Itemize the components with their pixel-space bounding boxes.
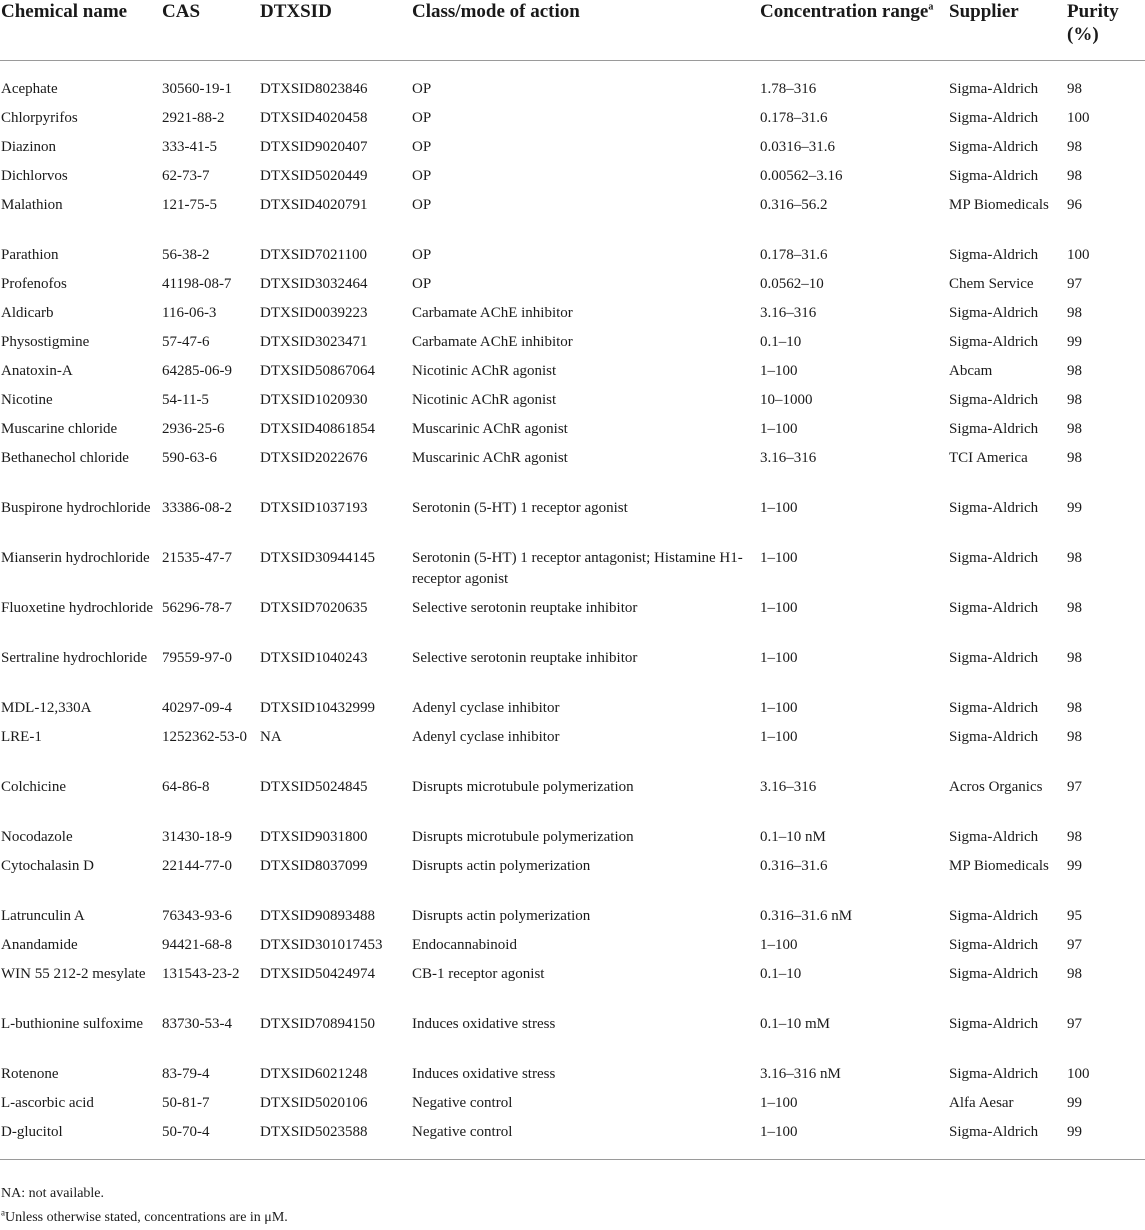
cell-purity: 97: [1067, 779, 1082, 795]
table-row: [0, 1093, 1145, 1122]
cell-supplier: Sigma-Aldrich: [949, 1016, 1039, 1032]
cell-supplier: Sigma-Aldrich: [949, 305, 1039, 321]
cell-concentration: 1–100: [760, 1095, 798, 1111]
footnote-na: NA: not available.: [1, 1186, 105, 1201]
cell-chemical-name: Diazinon: [1, 139, 56, 155]
cell-dtxsid: DTXSID1040243: [260, 650, 368, 666]
cell-dtxsid: DTXSID30944145: [260, 550, 375, 566]
cell-cas: 56296-78-7: [162, 600, 232, 616]
cell-purity: 97: [1067, 276, 1082, 292]
cell-concentration: 1–100: [760, 600, 798, 616]
cell-purity: 100: [1067, 110, 1090, 126]
cell-concentration: 1–100: [758, 1122, 947, 1160]
cell-cas: 57-47-6: [162, 334, 210, 350]
cell-concentration: 3.16–316: [760, 779, 817, 795]
cell-cas: 116-06-3: [162, 305, 217, 321]
cell-chemical-name: L-buthionine sulfoxime: [1, 1016, 144, 1032]
cell-purity: 98: [1067, 363, 1082, 379]
table-row: [0, 1014, 1145, 1064]
cell-cas: 131543-23-2: [162, 966, 240, 982]
cell-supplier: Sigma-Aldrich: [949, 937, 1039, 953]
cell-supplier: Acros Organics: [949, 779, 1043, 795]
cell-dtxsid: DTXSID5024845: [260, 779, 368, 795]
cell-cas: 94421-68-8: [162, 937, 232, 953]
cell-class-moa: Serotonin (5-HT) 1 receptor antagonist; Histamine H1-receptor agonist: [412, 550, 743, 587]
cell-class-moa: OP: [412, 110, 432, 126]
table-row: [0, 498, 1145, 548]
cell-concentration: 0.1–10 nM: [760, 829, 826, 845]
cell-dtxsid: DTXSID6021248: [260, 1066, 368, 1082]
cell-class-moa: Endocannabinoid: [412, 937, 517, 953]
cell-supplier: Sigma-Aldrich: [949, 110, 1039, 126]
table-row: [0, 195, 1145, 245]
table-row: [0, 419, 1145, 448]
cell-purity: 99: [1065, 1122, 1145, 1160]
cell-supplier: Sigma-Aldrich: [949, 600, 1039, 616]
cell-concentration: 0.1–10: [760, 334, 802, 350]
cell-dtxsid: DTXSID70894150: [260, 1016, 375, 1032]
cell-cas: 83-79-4: [162, 1066, 210, 1082]
table-body: [0, 61, 1145, 1160]
table-row: [0, 245, 1145, 274]
cell-concentration: 0.316–56.2: [760, 197, 828, 213]
cell-chemical-name: Nocodazole: [1, 829, 73, 845]
table-row: [0, 1122, 1145, 1160]
cell-concentration: 1–100: [760, 937, 798, 953]
cell-purity: 100: [1067, 1066, 1090, 1082]
cell-concentration: 1–100: [760, 363, 798, 379]
cell-cas: 121-75-5: [162, 197, 217, 213]
cell-chemical-name: Chlorpyrifos: [1, 110, 78, 126]
cell-chemical-name: Physostigmine: [1, 334, 90, 350]
cell-supplier: Sigma-Aldrich: [949, 421, 1039, 437]
cell-class-moa: Adenyl cyclase inhibitor: [412, 700, 560, 716]
cell-class-moa: Disrupts microtubule polymerization: [412, 779, 634, 795]
cell-concentration: 1–100: [760, 700, 798, 716]
cell-chemical-name: L-ascorbic acid: [1, 1095, 94, 1111]
cell-cas: 79559-97-0: [162, 650, 232, 666]
cell-concentration: 10–1000: [760, 392, 813, 408]
cell-concentration: 1–100: [760, 421, 798, 437]
cell-chemical-name: Rotenone: [1, 1066, 59, 1082]
cell-class-moa: Disrupts microtubule polymerization: [412, 829, 634, 845]
cell-supplier: Sigma-Aldrich: [947, 1122, 1065, 1160]
header-chemical-name: Chemical name: [0, 0, 160, 61]
cell-purity: 97: [1067, 937, 1082, 953]
table-row: [0, 274, 1145, 303]
header-concentration-footnote-marker: a: [928, 1, 934, 13]
table-header: [0, 0, 1145, 61]
table-row: [0, 827, 1145, 856]
cell-cas: 590-63-6: [162, 450, 217, 466]
cell-cas: 1252362-53-0: [162, 729, 247, 745]
header-supplier: Supplier: [947, 0, 1065, 61]
cell-dtxsid: DTXSID7020635: [260, 600, 368, 616]
cell-concentration: 0.1–10 mM: [760, 1016, 831, 1032]
cell-supplier: Sigma-Aldrich: [949, 550, 1039, 566]
table-row: [0, 906, 1145, 935]
footnote-a-marker: a: [1, 1207, 5, 1218]
cell-cas: 64-86-8: [162, 779, 210, 795]
cell-dtxsid: DTXSID1020930: [260, 392, 368, 408]
cell-dtxsid: DTXSID2022676: [260, 450, 368, 466]
cell-chemical-name: Bethanechol chloride: [1, 450, 129, 466]
cell-dtxsid: DTXSID0039223: [260, 305, 368, 321]
cell-purity: 98: [1067, 450, 1082, 466]
table-row: [0, 448, 1145, 498]
cell-concentration: 3.16–316 nM: [760, 1066, 841, 1082]
cell-supplier: Alfa Aesar: [949, 1095, 1014, 1111]
cell-class-moa: Selective serotonin reuptake inhibitor: [412, 650, 638, 666]
cell-chemical-name: Parathion: [1, 247, 59, 263]
cell-concentration: 0.178–31.6: [760, 110, 828, 126]
cell-dtxsid: DTXSID9020407: [260, 139, 368, 155]
cell-purity: 95: [1067, 908, 1082, 924]
cell-purity: 98: [1067, 421, 1082, 437]
cell-supplier: Sigma-Aldrich: [949, 500, 1039, 516]
cell-class-moa: OP: [412, 81, 432, 97]
cell-supplier: Sigma-Aldrich: [949, 139, 1039, 155]
cell-dtxsid: DTXSID50424974: [260, 966, 375, 982]
cell-chemical-name: Muscarine chloride: [1, 421, 118, 437]
table-row: [0, 137, 1145, 166]
footnote-a: [1, 1206, 288, 1230]
cell-dtxsid: DTXSID4020458: [260, 110, 368, 126]
table-row: [0, 108, 1145, 137]
cell-concentration: 1–100: [760, 500, 798, 516]
cell-cas: 333-41-5: [162, 139, 217, 155]
table-row: [0, 856, 1145, 906]
cell-purity: 98: [1067, 829, 1082, 845]
table-row: [0, 166, 1145, 195]
cell-purity: 98: [1067, 168, 1082, 184]
cell-dtxsid: DTXSID301017453: [260, 937, 383, 953]
cell-cas: 33386-08-2: [162, 500, 232, 516]
cell-concentration: 0.178–31.6: [760, 247, 828, 263]
cell-cas: 2921-88-2: [162, 110, 225, 126]
cell-dtxsid: NA: [260, 729, 282, 745]
header-concentration-label: Concentration range: [760, 1, 929, 22]
cell-chemical-name: Cytochalasin D: [1, 858, 94, 874]
cell-purity: 97: [1067, 1016, 1082, 1032]
cell-cas: 21535-47-7: [162, 550, 232, 566]
cell-concentration: 0.316–31.6 nM: [760, 908, 853, 924]
cell-class-moa: Induces oxidative stress: [412, 1066, 556, 1082]
cell-concentration: 0.00562–3.16: [760, 168, 843, 184]
cell-class-moa: Disrupts actin polymerization: [412, 908, 591, 924]
cell-chemical-name: Anatoxin-A: [1, 363, 73, 379]
header-cas: CAS: [160, 0, 258, 61]
cell-purity: 98: [1067, 305, 1082, 321]
cell-class-moa: OP: [412, 139, 432, 155]
cell-concentration: 1–100: [760, 729, 798, 745]
cell-dtxsid: DTXSID10432999: [260, 700, 375, 716]
cell-purity: 98: [1067, 550, 1082, 566]
cell-supplier: Sigma-Aldrich: [949, 1066, 1039, 1082]
cell-cas: 56-38-2: [162, 247, 210, 263]
cell-purity: 98: [1067, 392, 1082, 408]
cell-cas: 41198-08-7: [162, 276, 232, 292]
cell-dtxsid: DTXSID9031800: [260, 829, 368, 845]
cell-class-moa: Serotonin (5-HT) 1 receptor agonist: [412, 500, 628, 516]
cell-supplier: Sigma-Aldrich: [949, 334, 1039, 350]
cell-chemical-name: Anandamide: [1, 937, 78, 953]
cell-dtxsid: DTXSID50867064: [260, 363, 375, 379]
cell-supplier: Sigma-Aldrich: [949, 650, 1039, 666]
cell-dtxsid: DTXSID1037193: [260, 500, 368, 516]
cell-chemical-name: Profenofos: [1, 276, 67, 292]
cell-chemical-name: Malathion: [1, 197, 63, 213]
table-row: [0, 727, 1145, 777]
cell-chemical-name: Fluoxetine hydrochloride: [1, 600, 154, 616]
cell-class-moa: Muscarinic AChR agonist: [412, 421, 568, 437]
cell-chemical-name: Sertraline hydrochloride: [1, 650, 148, 666]
cell-chemical-name: Acephate: [1, 81, 58, 97]
cell-chemical-name: Mianserin hydrochloride: [1, 550, 150, 566]
cell-purity: 96: [1067, 197, 1082, 213]
cell-purity: 98: [1067, 600, 1082, 616]
cell-class-moa: Negative control: [410, 1122, 758, 1160]
cell-cas: 83730-53-4: [162, 1016, 232, 1032]
cell-class-moa: Selective serotonin reuptake inhibitor: [412, 600, 638, 616]
cell-cas: 30560-19-1: [162, 81, 232, 97]
cell-dtxsid: DTXSID5020449: [260, 168, 368, 184]
cell-dtxsid: DTXSID40861854: [260, 421, 375, 437]
cell-cas: 2936-25-6: [162, 421, 225, 437]
table-row: [0, 777, 1145, 827]
cell-supplier: Sigma-Aldrich: [949, 908, 1039, 924]
cell-chemical-name: D-glucitol: [0, 1122, 160, 1160]
header-concentration-range: [758, 0, 947, 61]
cell-class-moa: Muscarinic AChR agonist: [412, 450, 568, 466]
cell-purity: 98: [1067, 139, 1082, 155]
cell-cas: 62-73-7: [162, 168, 210, 184]
cell-concentration: 0.1–10: [760, 966, 802, 982]
cell-class-moa: Induces oxidative stress: [412, 1016, 556, 1032]
table-row: [0, 61, 1145, 109]
cell-supplier: Sigma-Aldrich: [949, 247, 1039, 263]
table-row: [0, 698, 1145, 727]
footnote-a-text: Unless otherwise stated, concentrations are in μM.: [5, 1210, 288, 1225]
cell-dtxsid: DTXSID8037099: [260, 858, 368, 874]
cell-purity: 99: [1067, 1095, 1082, 1111]
cell-dtxsid: DTXSID5020106: [260, 1095, 368, 1111]
cell-chemical-name: Dichlorvos: [1, 168, 68, 184]
header-class-moa: Class/mode of action: [410, 0, 758, 61]
table-row: [0, 964, 1145, 1014]
cell-chemical-name: Nicotine: [1, 392, 53, 408]
table-row: [0, 1064, 1145, 1093]
cell-class-moa: Carbamate AChE inhibitor: [412, 334, 573, 350]
table-row: [0, 548, 1145, 598]
cell-purity: 99: [1067, 858, 1082, 874]
cell-dtxsid: DTXSID5023588: [258, 1122, 410, 1160]
cell-purity: 98: [1067, 700, 1082, 716]
cell-concentration: 3.16–316: [760, 305, 817, 321]
cell-supplier: MP Biomedicals: [949, 858, 1049, 874]
cell-cas: 22144-77-0: [162, 858, 232, 874]
header-dtxsid: DTXSID: [258, 0, 410, 61]
header-purity: Purity (%): [1065, 0, 1145, 61]
cell-dtxsid: DTXSID7021100: [260, 247, 367, 263]
cell-supplier: Sigma-Aldrich: [949, 966, 1039, 982]
table-row: [0, 303, 1145, 332]
cell-supplier: Sigma-Aldrich: [949, 168, 1039, 184]
cell-concentration: 0.316–31.6: [760, 858, 828, 874]
cell-cas: 64285-06-9: [162, 363, 232, 379]
cell-class-moa: OP: [412, 197, 432, 213]
table-row: [0, 390, 1145, 419]
cell-cas: 50-70-4: [160, 1122, 258, 1160]
cell-supplier: Sigma-Aldrich: [949, 81, 1039, 97]
cell-class-moa: OP: [412, 168, 432, 184]
table-row: [0, 935, 1145, 964]
cell-purity: 98: [1067, 729, 1082, 745]
table-row: [0, 361, 1145, 390]
cell-concentration: 1–100: [760, 650, 798, 666]
cell-purity: 98: [1067, 650, 1082, 666]
cell-concentration: 1.78–316: [760, 81, 817, 97]
cell-supplier: Chem Service: [949, 276, 1034, 292]
cell-cas: 54-11-5: [162, 392, 209, 408]
cell-class-moa: Adenyl cyclase inhibitor: [412, 729, 560, 745]
cell-supplier: MP Biomedicals: [949, 197, 1049, 213]
cell-purity: 98: [1067, 81, 1082, 97]
cell-dtxsid: DTXSID90893488: [260, 908, 375, 924]
cell-supplier: Sigma-Aldrich: [949, 729, 1039, 745]
cell-purity: 99: [1067, 334, 1082, 350]
cell-dtxsid: DTXSID3032464: [260, 276, 368, 292]
cell-supplier: Abcam: [949, 363, 993, 379]
cell-purity: 99: [1067, 500, 1082, 516]
cell-concentration: 3.16–316: [760, 450, 817, 466]
cell-chemical-name: LRE-1: [1, 729, 42, 745]
cell-concentration: 0.0562–10: [760, 276, 824, 292]
cell-cas: 50-81-7: [162, 1095, 210, 1111]
table-row: [0, 332, 1145, 361]
cell-class-moa: Nicotinic AChR agonist: [412, 392, 557, 408]
cell-purity: 100: [1067, 247, 1090, 263]
cell-concentration: 0.0316–31.6: [760, 139, 835, 155]
cell-class-moa: Negative control: [412, 1095, 513, 1111]
cell-chemical-name: MDL-12,330A: [1, 700, 92, 716]
table-row: [0, 648, 1145, 698]
cell-chemical-name: WIN 55 212-2 mesylate: [1, 966, 146, 982]
cell-supplier: Sigma-Aldrich: [949, 700, 1039, 716]
cell-supplier: Sigma-Aldrich: [949, 829, 1039, 845]
cell-concentration: 1–100: [760, 550, 798, 566]
cell-chemical-name: Latrunculin A: [1, 908, 85, 924]
cell-supplier: TCI America: [949, 450, 1028, 466]
cell-dtxsid: DTXSID4020791: [260, 197, 368, 213]
cell-chemical-name: Colchicine: [1, 779, 66, 795]
cell-purity: 98: [1067, 966, 1082, 982]
cell-class-moa: Nicotinic AChR agonist: [412, 363, 557, 379]
cell-dtxsid: DTXSID8023846: [260, 81, 368, 97]
cell-class-moa: OP: [412, 247, 432, 263]
cell-class-moa: OP: [412, 276, 432, 292]
cell-chemical-name: Aldicarb: [1, 305, 54, 321]
cell-cas: 76343-93-6: [162, 908, 232, 924]
cell-class-moa: CB-1 receptor agonist: [412, 966, 545, 982]
table-row: [0, 598, 1145, 648]
cell-dtxsid: DTXSID3023471: [260, 334, 368, 350]
cell-supplier: Sigma-Aldrich: [949, 392, 1039, 408]
cell-cas: 31430-18-9: [162, 829, 232, 845]
cell-chemical-name: Buspirone hydrochloride: [1, 500, 151, 516]
cell-class-moa: Disrupts actin polymerization: [412, 858, 591, 874]
cell-cas: 40297-09-4: [162, 700, 232, 716]
cell-class-moa: Carbamate AChE inhibitor: [412, 305, 573, 321]
